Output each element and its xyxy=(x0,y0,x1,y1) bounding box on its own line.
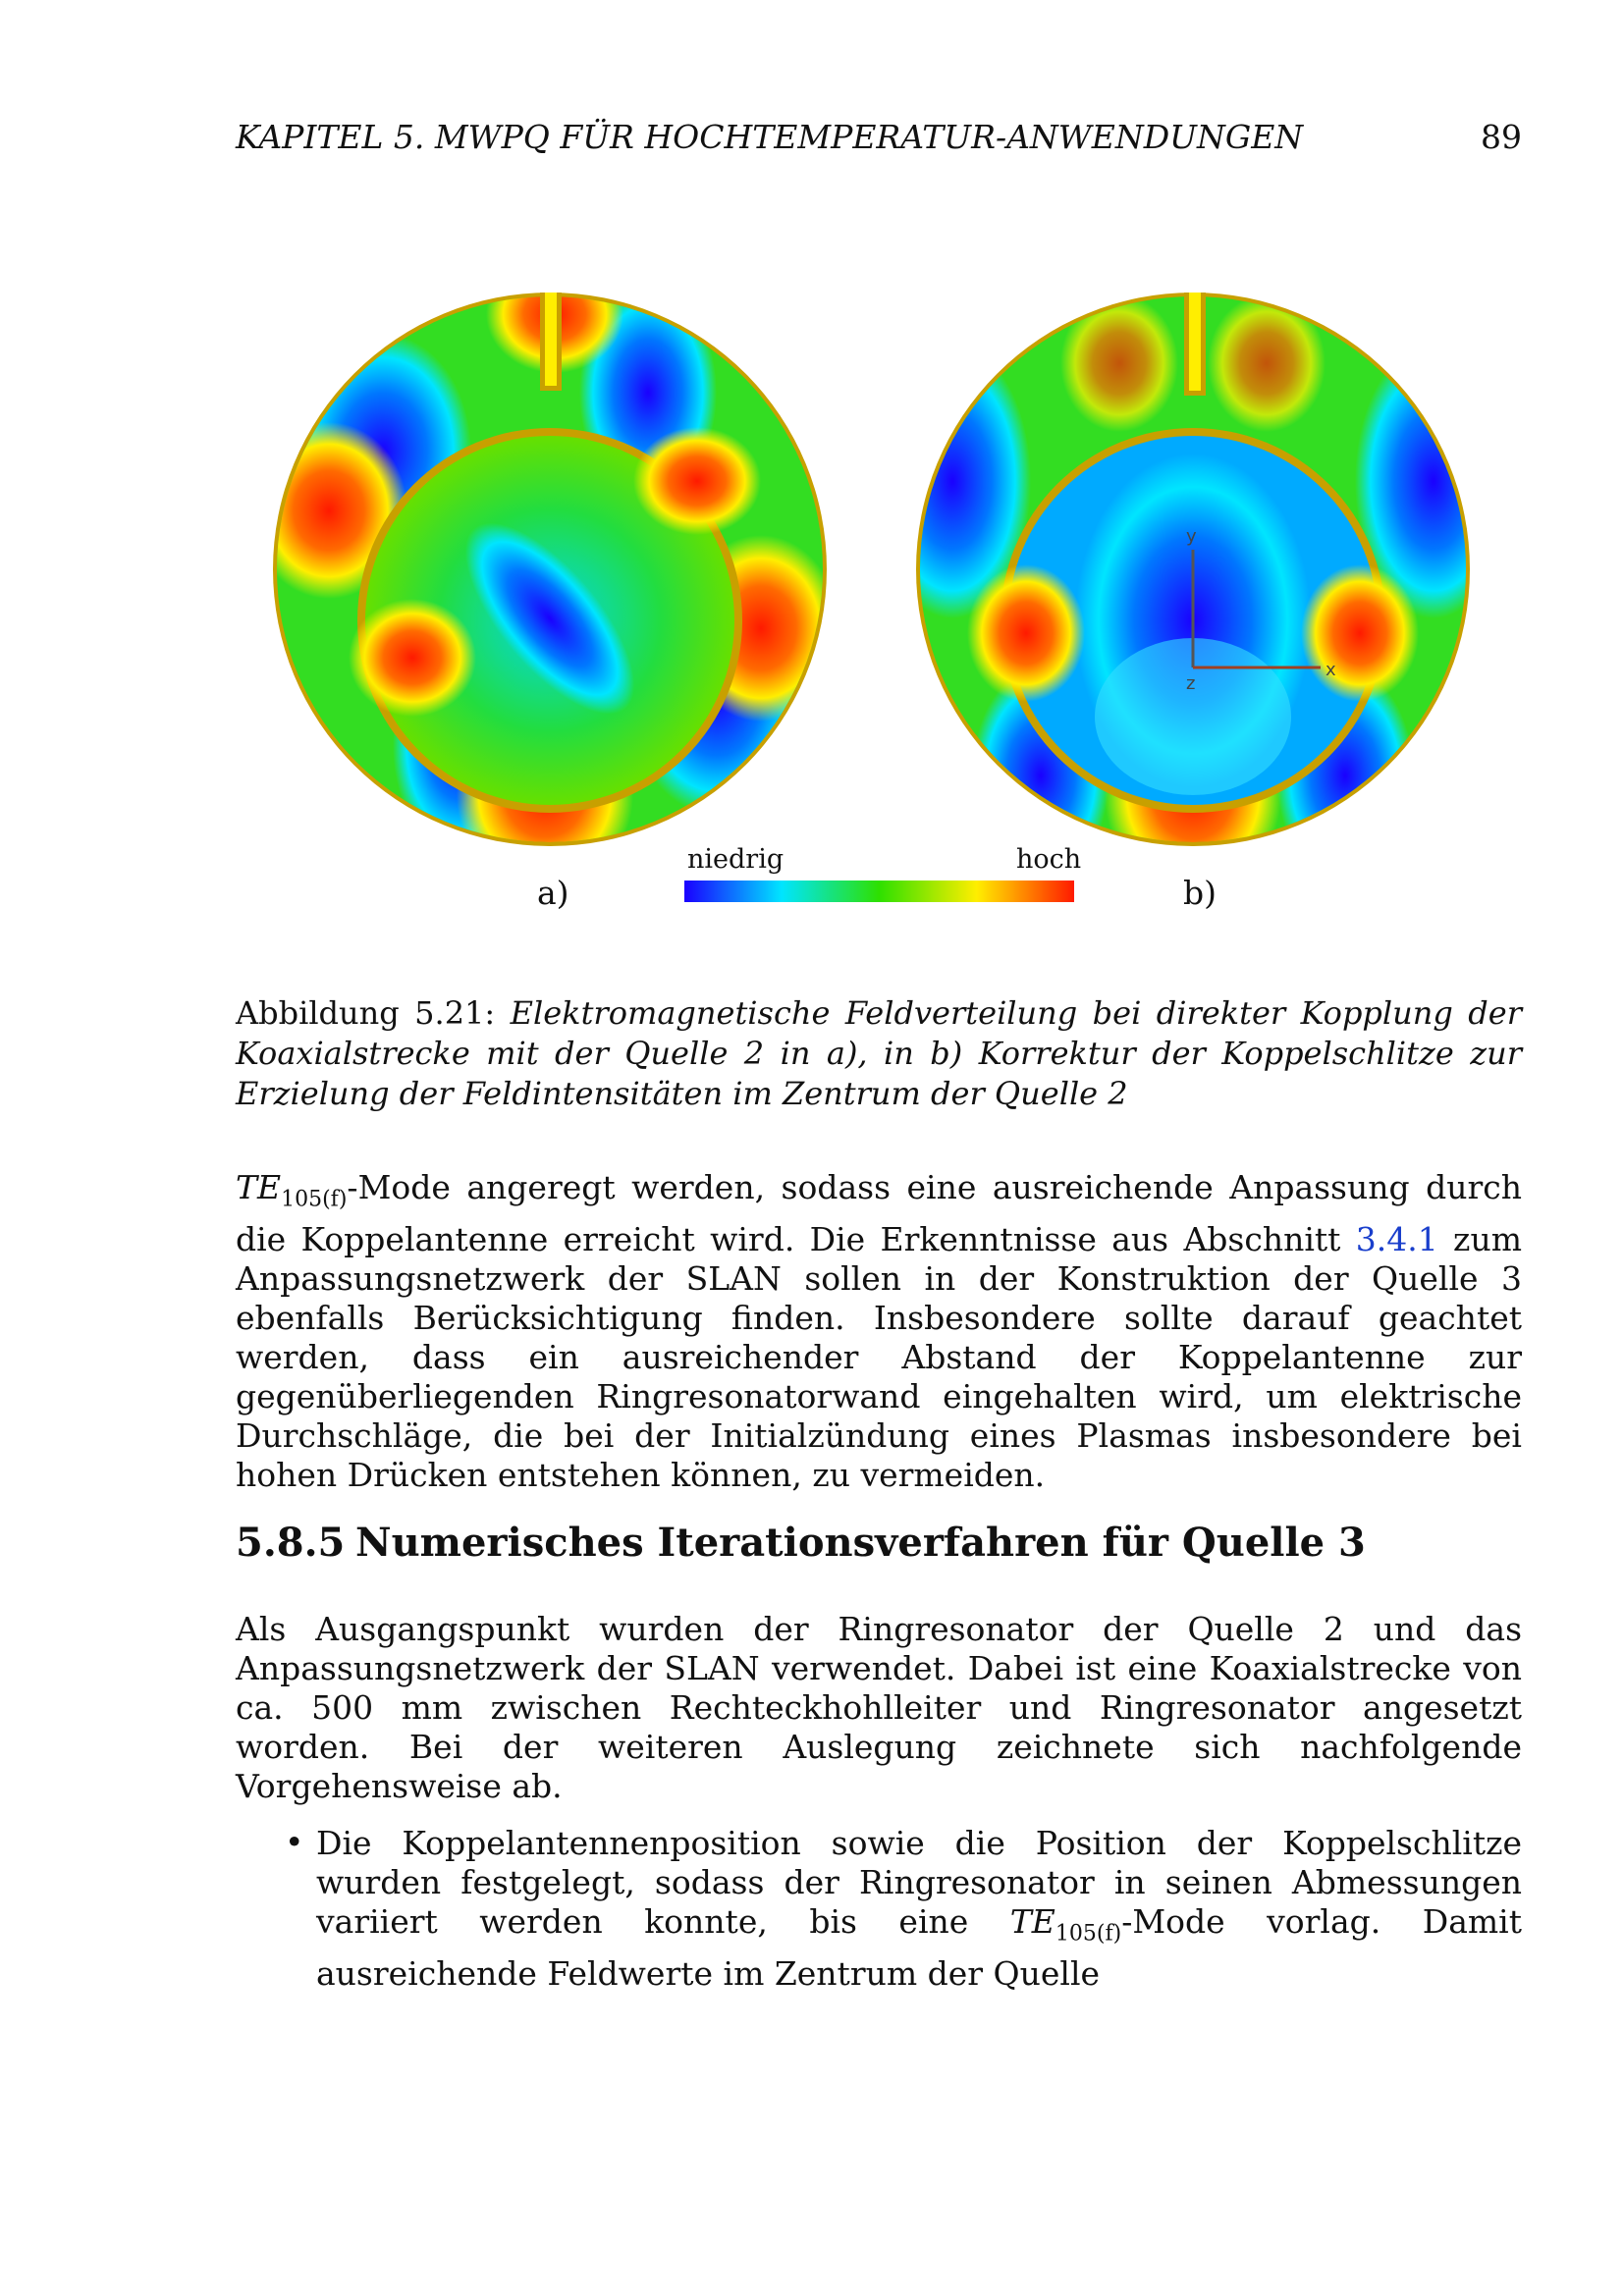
bullet-text-b: -Mode vorlag. Damit ausreichende Feldwerte im Zentrum der Quelle xyxy=(316,1902,1522,1993)
mode-symbol: TE xyxy=(236,1168,282,1206)
section-number: 5.8.5 xyxy=(236,1520,346,1566)
field-distribution-figure xyxy=(265,285,1492,933)
panel-a-resonator xyxy=(265,285,854,888)
colorbar xyxy=(684,881,1074,902)
panel-b-label: b) xyxy=(1183,874,1217,912)
page-number: 89 xyxy=(1481,118,1522,156)
bullet-mode-subscript: 105(f) xyxy=(1055,1921,1122,1947)
section-heading xyxy=(236,1520,1366,1566)
running-header xyxy=(236,118,1522,156)
figure-caption xyxy=(236,993,1522,1114)
axis-x-label: x xyxy=(1325,660,1336,680)
panel-a-label: a) xyxy=(537,874,569,912)
axis-z-label: z xyxy=(1186,673,1196,694)
chapter-title: KAPITEL 5. MWPQ FÜR HOCHTEMPERATUR-ANWENDUNGEN xyxy=(236,118,1304,156)
paragraph-1 xyxy=(236,1168,1522,1495)
section-title: Numerisches Iterationsverfahren für Quelle 3 xyxy=(355,1520,1366,1566)
paragraph-1-text-a: -Mode angeregt werden, sodass eine ausreichende Anpassung durch die Koppelantenne erreicht wird. Die Erkenntnisse aus Abschnitt xyxy=(236,1168,1522,1258)
caption-prefix: Abbildung 5.21: xyxy=(236,994,496,1032)
caption-text: Elektromagnetische Feldverteilung bei direkter Kopplung der Koaxialstrecke mit der Quelle 2 in a), in b) Korrektur der Koppelschlitze zur Erzielung der Feldintensitäten im Zentrum der Quelle 2 xyxy=(236,994,1523,1112)
mode-subscript: 105(f) xyxy=(281,1187,348,1212)
paragraph-2: Als Ausgangspunkt wurden der Ringresonator der Quelle 2 und das Anpassungsnetzwerk der SLAN verwendet. Dabei ist eine Koaxialstrecke von ca. 500 mm zwischen Rechteckhohlleiter und Ringresonator angesetzt worden. Bei der weiteren Auslegung zeichnete sich nachfolgende Vorgehensweise ab. xyxy=(236,1610,1522,1805)
axis-y-label: y xyxy=(1186,526,1197,547)
bullet-text-a: Die Koppelantennenposition sowie die Position der Koppelschlitze wurden festgelegt, sodass der Ringresonator in seinen Abmessungen variiert werden konnte, bis eine xyxy=(316,1824,1522,1941)
bullet-item xyxy=(316,1824,1522,1994)
bullet-mode-symbol: TE xyxy=(1009,1902,1055,1941)
bullet-symbol: • xyxy=(285,1823,304,1861)
panel-b-resonator xyxy=(874,285,1492,893)
field-simulation-images xyxy=(265,285,1492,933)
colorbar-high-label: hoch xyxy=(1016,844,1082,875)
section-reference-link[interactable]: 3.4.1 xyxy=(1355,1219,1438,1258)
paragraph-1-text-b: zum Anpassungsnetzwerk der SLAN sollen in der Konstruktion der Quelle 3 ebenfalls Berücksichtigung finden. Insbesondere sollte darauf geachtet werden, dass ein ausreichender Abstand der Koppelantenne zur gegenüberliegenden Ringresonatorwand eingehalten wird, um elektrische Durchschläge, die bei der Initialzündung eines Plasmas insbesondere bei hohen Drücken entstehen können, zu vermeiden. xyxy=(236,1219,1522,1494)
colorbar-low-label: niedrig xyxy=(687,844,784,875)
